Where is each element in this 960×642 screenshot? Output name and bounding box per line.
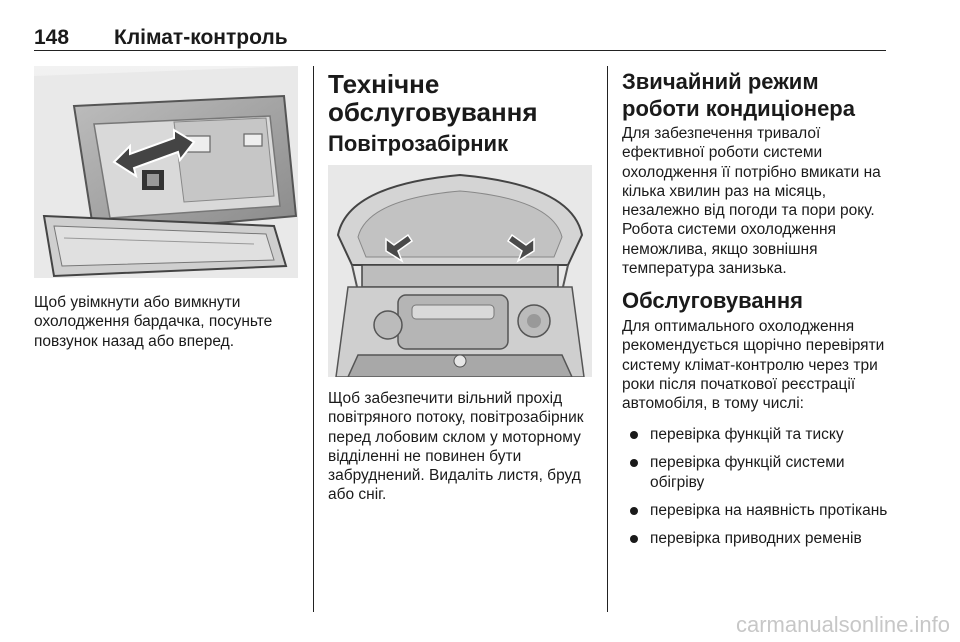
page-header — [34, 18, 886, 52]
list-item: перевірка на наявність протікань — [622, 501, 892, 520]
running-title: Клімат-контроль — [114, 26, 288, 49]
section-heading-ac-operation: Звичайний режим роботи кондиціонера — [622, 69, 855, 121]
header-divider — [34, 50, 886, 51]
subheading-service: Обслуговування — [622, 288, 803, 313]
page-number: 148 — [34, 26, 70, 49]
bullet-icon — [630, 507, 638, 515]
section-heading-maintenance: Технічне обслуговування — [328, 69, 538, 127]
glovebox-caption: Щоб увімкнути або вимкнути охолодження бардачка, посуньте повзунок назад або вперед. — [34, 294, 273, 350]
list-item: перевірка приводних ременів — [622, 529, 892, 548]
service-checklist — [622, 425, 892, 557]
service-paragraph: Для оптимального охолодження рекомендується щорічно перевіряти систему клімат-контролю через три роки після початкової реєстрації автомобіля, в тому числі: — [622, 318, 885, 413]
bullet-icon — [630, 535, 638, 543]
air-intake-caption: Щоб забезпечити вільний прохід повітряного потоку, повітрозабірник перед лобовим склом у моторному відділенні не повинен бути забруднений. Видаліть листя, бруд або сніг. — [328, 390, 584, 504]
bullet-icon — [630, 431, 638, 439]
watermark: carmanualsonline.info — [735, 612, 950, 637]
ac-operation-paragraph: Для забезпечення тривалої ефективної роботи системи охолодження її потрібно вмикати на кілька хвилин раз на місяць, незалежно від погоди та пори року. Робота системи охолодження неможлива, якщо зовнішня температура занизька. — [622, 125, 881, 278]
list-item: перевірка функцій та тиску — [622, 425, 892, 444]
list-item: перевірка функцій системи обігріву — [622, 453, 892, 492]
column-divider-left — [313, 66, 314, 612]
column-divider-right — [607, 66, 608, 612]
subheading-air-intake: Повітрозабірник — [328, 131, 509, 156]
bullet-icon — [630, 459, 638, 467]
engine-bay-illustration — [328, 165, 592, 377]
glovebox-illustration — [34, 66, 298, 278]
